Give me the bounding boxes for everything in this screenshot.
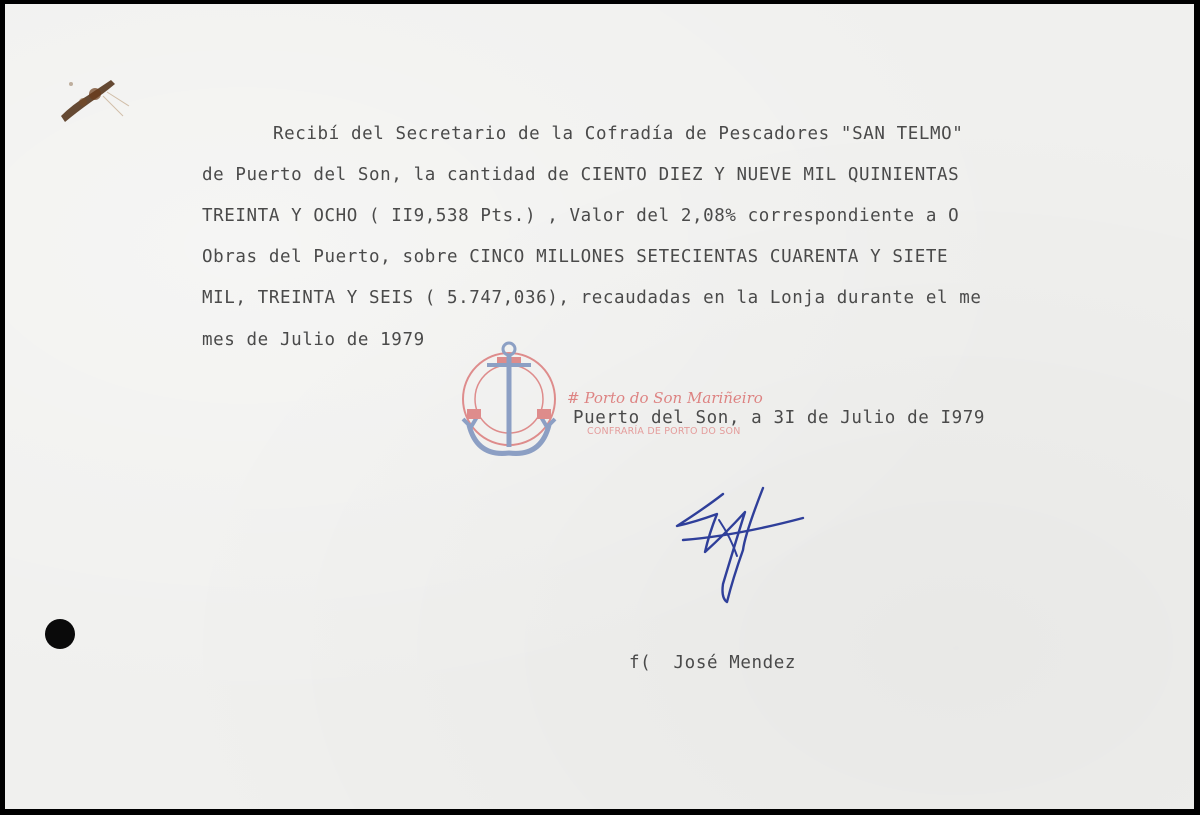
punch-hole bbox=[45, 619, 75, 649]
body-line-4: Obras del Puerto, sobre CINCO MILLONES SETECIENTAS CUARENTA Y SIETE bbox=[202, 247, 949, 267]
stamp-subtitle: CONFRARÍA DE PORTO DO SON bbox=[587, 426, 741, 437]
signature bbox=[665, 474, 815, 614]
body-line-6: mes de Julio de 1979 bbox=[202, 330, 425, 350]
rust-stain bbox=[53, 66, 133, 136]
place-date: Puerto del Son, a 3I de Julio de I979 bbox=[573, 408, 986, 428]
document-page bbox=[5, 4, 1194, 809]
anchor-seal-icon bbox=[457, 339, 567, 479]
stamp-title: # Porto do Son Mariñeiro bbox=[567, 389, 763, 407]
body-line-3: TREINTA Y OCHO ( II9,538 Pts.) , Valor del 2,08% correspondiente a O bbox=[202, 206, 960, 226]
body-line-2: de Puerto del Son, la cantidad de CIENTO DIEZ Y NUEVE MIL QUINIENTAS bbox=[202, 165, 960, 185]
body-line-1: Recibí del Secretario de la Cofradía de Pescadores "SAN TELMO" bbox=[273, 124, 964, 144]
signature-name: f( José Mendez bbox=[629, 653, 797, 673]
body-line-5: MIL, TREINTA Y SEIS ( 5.747,036), recaudadas en la Lonja durante el me bbox=[202, 288, 982, 308]
